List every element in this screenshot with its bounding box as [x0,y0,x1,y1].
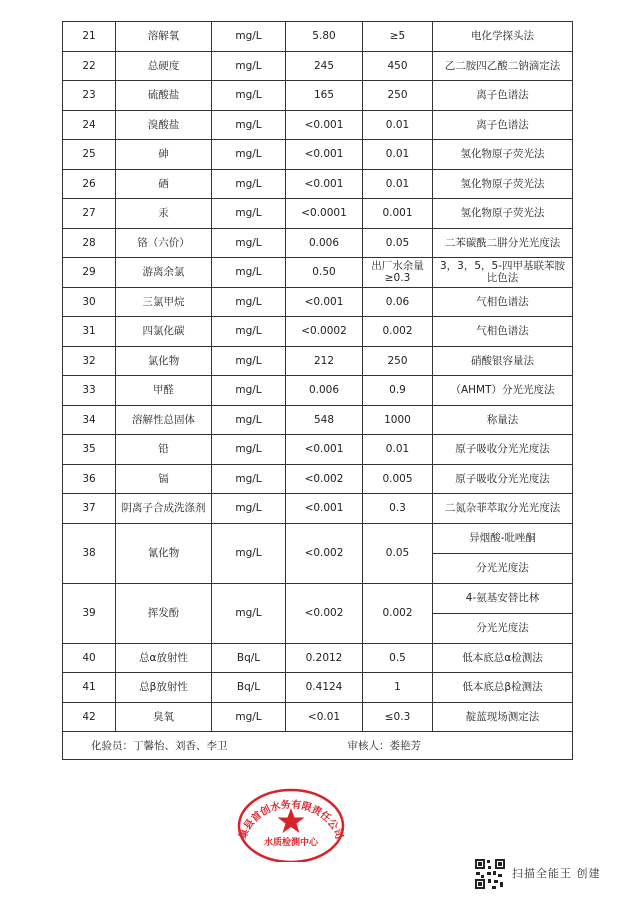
result-value: 0.006 [286,228,363,258]
limit-value: 0.05 [363,523,433,583]
result-value: 0.4124 [286,673,363,703]
table-row [63,317,573,347]
row-number: 38 [63,523,116,583]
row-number: 21 [63,22,116,52]
result-value: <0.0002 [286,317,363,347]
test-method: 异烟酸-吡唑酮 [433,523,573,553]
table-row [63,287,573,317]
test-method: 低本底总β检测法 [433,673,573,703]
test-method: 乙二胺四乙酸二钠滴定法 [433,51,573,81]
result-value: <0.001 [286,169,363,199]
unit: mg/L [212,494,286,524]
row-number: 23 [63,81,116,111]
limit-value: 0.01 [363,435,433,465]
unit: mg/L [212,228,286,258]
row-number: 24 [63,110,116,140]
unit: mg/L [212,258,286,288]
limit-value: 450 [363,51,433,81]
row-number: 41 [63,673,116,703]
item-name: 砷 [116,140,212,170]
item-name: 铬（六价） [116,228,212,258]
unit: mg/L [212,376,286,406]
test-method-line-2: 分光光度法 [433,553,573,583]
item-name: 溶解性总固体 [116,405,212,435]
limit-value: ≤0.3 [363,702,433,732]
official-seal [232,782,350,862]
row-number: 27 [63,199,116,229]
table-row [63,81,573,111]
test-method: 3，3，5，5-四甲基联苯胺比色法 [433,258,573,288]
row-number: 25 [63,140,116,170]
row-number: 39 [63,583,116,643]
item-name: 臭氧 [116,702,212,732]
test-method: 离子色谱法 [433,110,573,140]
limit-value: 0.002 [363,583,433,643]
limit-value: 250 [363,81,433,111]
item-name: 总硬度 [116,51,212,81]
result-value: 0.2012 [286,643,363,673]
unit: mg/L [212,140,286,170]
row-number: 35 [63,435,116,465]
item-name: 总β放射性 [116,673,212,703]
result-value: <0.002 [286,464,363,494]
row-number: 32 [63,346,116,376]
limit-value: 0.06 [363,287,433,317]
limit-value: 1 [363,673,433,703]
unit: mg/L [212,523,286,583]
result-value: <0.01 [286,702,363,732]
result-value: 0.50 [286,258,363,288]
test-method: 氢化物原子荧光法 [433,169,573,199]
table-row [63,22,573,52]
test-method: 原子吸收分光光度法 [433,435,573,465]
row-number: 33 [63,376,116,406]
unit: mg/L [212,702,286,732]
row-number: 26 [63,169,116,199]
result-value: <0.001 [286,110,363,140]
table-row [63,140,573,170]
item-name: 镉 [116,464,212,494]
item-name: 四氯化碳 [116,317,212,347]
unit: mg/L [212,110,286,140]
item-name: 硒 [116,169,212,199]
table-body [63,22,573,760]
result-value: 0.006 [286,376,363,406]
result-value: 165 [286,81,363,111]
result-value: 548 [286,405,363,435]
limit-value: 0.002 [363,317,433,347]
test-method: 称量法 [433,405,573,435]
row-number: 22 [63,51,116,81]
row-number: 28 [63,228,116,258]
inspectors-text: 化验员：丁馨怡、刘香、李卫 [91,739,228,752]
item-name: 三氯甲烷 [116,287,212,317]
table-row [63,199,573,229]
table-row [63,405,573,435]
unit: mg/L [212,346,286,376]
qr-code-icon [474,858,506,890]
test-method: 原子吸收分光光度法 [433,464,573,494]
limit-value: 0.05 [363,228,433,258]
item-name: 氯化物 [116,346,212,376]
test-method: 电化学探头法 [433,22,573,52]
limit-value: 0.9 [363,376,433,406]
unit: mg/L [212,583,286,643]
limit-value: 250 [363,346,433,376]
row-number: 30 [63,287,116,317]
unit: mg/L [212,287,286,317]
result-value: <0.002 [286,583,363,643]
unit: Bq/L [212,643,286,673]
item-name: 汞 [116,199,212,229]
unit: mg/L [212,22,286,52]
scan-watermark-label: 扫描全能王 创建 [512,867,601,880]
table-row [63,376,573,406]
limit-value: 0.01 [363,140,433,170]
test-method: 氢化物原子荧光法 [433,140,573,170]
unit: mg/L [212,405,286,435]
row-number: 29 [63,258,116,288]
seal-center-text: 水质检测中心 [263,838,319,848]
signature-cell [63,732,573,760]
test-method: 气相色谱法 [433,317,573,347]
table-row [63,346,573,376]
limit-value: 0.01 [363,169,433,199]
limit-value: 0.01 [363,110,433,140]
test-method: 氢化物原子荧光法 [433,199,573,229]
table-row [63,583,573,613]
table-row [63,494,573,524]
item-name: 铅 [116,435,212,465]
unit: mg/L [212,199,286,229]
limit-value: 0.3 [363,494,433,524]
test-method: 二氮杂菲萃取分光光度法 [433,494,573,524]
limit-value: 0.001 [363,199,433,229]
limit-value: 1000 [363,405,433,435]
reviewer-text: 审核人：娄艳芳 [347,739,421,752]
test-method: 二苯碳酰二肼分光光度法 [433,228,573,258]
table-row [63,673,573,703]
test-method: （AHMT）分光光度法 [433,376,573,406]
row-number: 34 [63,405,116,435]
item-name: 溶解氧 [116,22,212,52]
result-value: <0.001 [286,494,363,524]
row-number: 36 [63,464,116,494]
result-value: <0.002 [286,523,363,583]
item-name: 挥发酚 [116,583,212,643]
signature-row [63,732,573,760]
result-value: 5.80 [286,22,363,52]
table-row [63,702,573,732]
limit-value: 出厂水余量≥0.3 [363,258,433,288]
test-method: 硝酸银容量法 [433,346,573,376]
test-method: 气相色谱法 [433,287,573,317]
unit: mg/L [212,51,286,81]
item-name: 总α放射性 [116,643,212,673]
item-name: 氰化物 [116,523,212,583]
unit: mg/L [212,81,286,111]
table-row [63,464,573,494]
row-number: 40 [63,643,116,673]
unit: mg/L [212,435,286,465]
item-name: 硫酸盐 [116,81,212,111]
item-name: 阴离子合成洗涤剂 [116,494,212,524]
result-value: <0.0001 [286,199,363,229]
unit: mg/L [212,169,286,199]
result-value: <0.001 [286,287,363,317]
table-row [63,643,573,673]
water-quality-table [62,21,573,760]
test-method: 靛蓝现场测定法 [433,702,573,732]
item-name: 甲醛 [116,376,212,406]
unit: mg/L [212,464,286,494]
limit-value: 0.005 [363,464,433,494]
unit: Bq/L [212,673,286,703]
table-row [63,523,573,553]
table-row [63,435,573,465]
result-value: 245 [286,51,363,81]
seal-org-text: 巢县首创水务有限责任公司 [237,799,345,841]
unit: mg/L [212,317,286,347]
test-method: 4-氨基安替比林 [433,583,573,613]
table-row [63,169,573,199]
row-number: 37 [63,494,116,524]
item-name: 溴酸盐 [116,110,212,140]
test-method-line-2: 分光光度法 [433,613,573,643]
table-row [63,258,573,288]
item-name: 游离余氯 [116,258,212,288]
test-method: 低本底总α检测法 [433,643,573,673]
row-number: 31 [63,317,116,347]
seal-star-icon [278,808,305,833]
test-method: 离子色谱法 [433,81,573,111]
table-row [63,110,573,140]
result-value: 212 [286,346,363,376]
limit-value: 0.5 [363,643,433,673]
row-number: 42 [63,702,116,732]
table-row [63,51,573,81]
table-row [63,228,573,258]
limit-value: ≥5 [363,22,433,52]
result-value: <0.001 [286,435,363,465]
result-value: <0.001 [286,140,363,170]
